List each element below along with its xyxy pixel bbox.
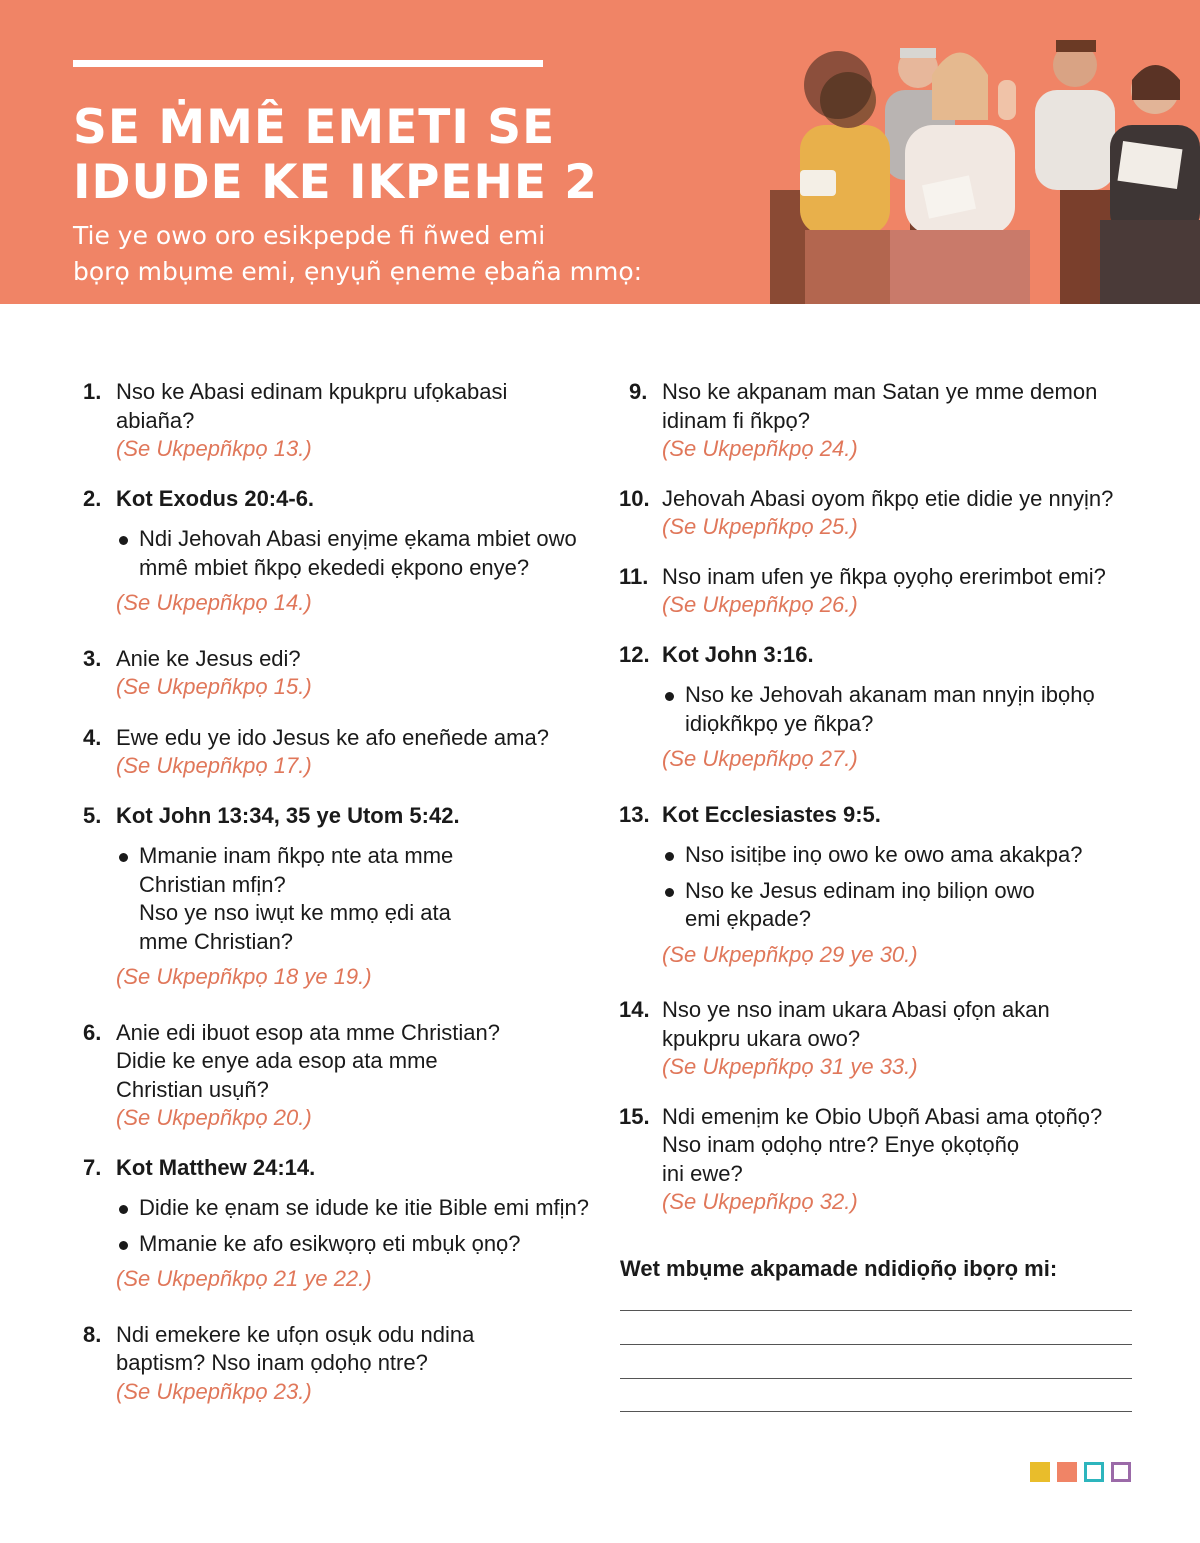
question-line: Kot Ecclesiastes 9:5. — [662, 801, 881, 827]
question-line: Ewe edu ye ido Jesus ke afo eneñede ama? — [116, 724, 549, 750]
notes-label: Wet mbụme akpamade ndidiọñọ ibọrọ mi: — [620, 1256, 1058, 1281]
question-text — [662, 563, 1149, 592]
question-line: Nso ke akpanam man Satan ye mme demon — [662, 379, 1098, 404]
bullet-line: emi ẹkpade? — [685, 906, 811, 931]
reference-text: (Se Ukpepñkpọ 15.) — [116, 674, 312, 699]
questions-column-left — [83, 378, 603, 1406]
reference-text: (Se Ukpepñkpọ 14.) — [116, 590, 312, 615]
orange-square-icon — [1057, 1462, 1077, 1482]
question-text — [116, 724, 603, 753]
question-line: Kot Exodus 20:4-6. — [116, 485, 315, 511]
teal-square-icon — [1084, 1462, 1104, 1482]
bullet-item — [662, 841, 1149, 870]
reference-text: (Se Ukpepñkpọ 31 ye 33.) — [662, 1054, 918, 1079]
reference-text: (Se Ukpepñkpọ 20.) — [116, 1105, 312, 1130]
writing-line[interactable] — [620, 1344, 1132, 1345]
writing-line[interactable] — [620, 1411, 1132, 1412]
question-text — [116, 1154, 603, 1183]
yellow-square-icon — [1030, 1462, 1050, 1482]
question-line: Kot Matthew 24:14. — [116, 1154, 316, 1180]
bullet-item — [116, 1230, 603, 1259]
question-line: Nso inam ufen ye ñkpa ọyọhọ ererimbot emi? — [662, 563, 1106, 589]
question-number: 14. — [619, 997, 650, 1022]
bullet-item — [662, 877, 1149, 934]
question-text — [116, 378, 603, 435]
question-text — [116, 1019, 603, 1105]
question-number: 1. — [83, 379, 102, 404]
question-line: Nso ye nso inam ukara Abasi ọfọn akan — [662, 997, 1050, 1022]
reference-text: (Se Ukpepñkpọ 17.) — [116, 753, 312, 778]
question-text — [116, 485, 603, 514]
bullet-list — [116, 1194, 603, 1258]
bullet-item — [116, 1194, 603, 1223]
questions-column-right — [619, 378, 1149, 1217]
question-text — [662, 801, 1149, 830]
bullet-item — [116, 525, 603, 582]
question-text — [116, 1321, 603, 1378]
reference-text: (Se Ukpepñkpọ 26.) — [662, 592, 858, 617]
question-number: 13. — [619, 801, 650, 827]
question-item — [619, 563, 1149, 620]
question-line: Nso inam ọdọhọ ntre? Enye ọkọtọñọ — [662, 1132, 1020, 1157]
question-text — [662, 641, 1149, 670]
reference-text: (Se Ukpepñkpọ 27.) — [662, 746, 858, 771]
question-line: Jehovah Abasi oyom ñkpọ etie didie ye nnyịn? — [662, 485, 1114, 511]
question-item — [83, 1154, 603, 1294]
question-item — [619, 1103, 1149, 1217]
bullet-line: Nso ye nso iwụt ke mmọ ẹdi ata — [139, 900, 451, 925]
question-number: 9. — [629, 379, 648, 404]
question-line: baptism? Nso inam ọdọhọ ntre? — [116, 1350, 428, 1375]
bullet-list — [116, 525, 603, 582]
question-number: 11. — [619, 563, 649, 589]
bullet-line: ṁmê mbiet ñkpọ ekededi ẹkpono enye? — [139, 554, 530, 580]
question-item — [619, 641, 1149, 774]
bullet-line: mme Christian? — [139, 928, 294, 954]
title-line: IDUDE KE IKPEHE 2 — [73, 155, 599, 210]
question-line: abiaña? — [116, 407, 195, 433]
question-item — [83, 1321, 603, 1407]
question-text — [662, 378, 1149, 435]
question-text — [662, 1103, 1149, 1189]
question-number: 7. — [83, 1154, 102, 1180]
question-line: Ndi emekere ke ufọn osụk odu ndina — [116, 1321, 475, 1347]
question-number: 8. — [83, 1321, 102, 1347]
question-number: 12. — [619, 641, 650, 667]
question-line: Christian usụñ? — [116, 1076, 269, 1102]
header-rule — [73, 60, 543, 67]
bullet-line: idiọkñkpọ ye ñkpa? — [685, 710, 874, 736]
question-item — [83, 378, 603, 464]
bullet-item — [662, 681, 1149, 738]
question-number: 4. — [83, 724, 102, 750]
bullet-line: Ndi Jehovah Abasi enyịme ẹkama mbiet owo — [139, 526, 577, 551]
question-line: Kot John 3:16. — [662, 641, 814, 667]
title-line: SE ṀMÊ EMETI SE — [73, 100, 556, 155]
question-item — [83, 802, 603, 992]
bullet-list — [662, 841, 1149, 934]
reference-text: (Se Ukpepñkpọ 21 ye 22.) — [116, 1266, 372, 1291]
question-text — [662, 996, 1149, 1053]
reference-text: (Se Ukpepñkpọ 29 ye 30.) — [662, 941, 918, 967]
question-number: 5. — [83, 802, 102, 828]
reference-text: (Se Ukpepñkpọ 18 ye 19.) — [116, 964, 372, 989]
question-text — [116, 645, 603, 674]
question-item — [619, 801, 1149, 970]
bullet-line: Didie ke ẹnam se idude ke itie Bible emi mfịn? — [139, 1195, 590, 1220]
reference-text: (Se Ukpepñkpọ 32.) — [662, 1189, 858, 1214]
reference-text: (Se Ukpepñkpọ 23.) — [116, 1378, 312, 1404]
question-line: kpukpru ukara owo? — [662, 1025, 861, 1051]
audience-illustration — [760, 30, 1200, 304]
question-number: 10. — [619, 485, 650, 511]
question-item — [83, 1019, 603, 1133]
question-number: 3. — [83, 645, 102, 671]
question-text — [116, 802, 603, 831]
header-banner — [0, 0, 1200, 304]
question-number: 6. — [83, 1019, 102, 1045]
question-item — [619, 485, 1149, 542]
reference-text: (Se Ukpepñkpọ 25.) — [662, 514, 858, 539]
question-line: idinam fi ñkpọ? — [662, 407, 810, 433]
question-line: ini ewe? — [662, 1160, 743, 1186]
writing-line[interactable] — [620, 1378, 1132, 1379]
bullet-line: Christian mfịn? — [139, 871, 286, 897]
page-title — [73, 100, 693, 210]
question-number: 15. — [619, 1103, 650, 1129]
question-number: 2. — [83, 485, 102, 511]
bullet-line: Mmanie inam ñkpọ nte ata mme — [139, 843, 454, 868]
subtitle-line: Tie ye owo oro esikpepde fi ñwed emi — [73, 221, 546, 250]
bullet-list — [662, 681, 1149, 738]
bullet-list — [116, 842, 603, 956]
subtitle-line: bọrọ mbụme emi, ẹnyụñ ẹneme ẹbaña mmọ: — [73, 257, 643, 286]
question-line: Anie edi ibuot esop ata mme Christian? — [116, 1019, 500, 1045]
question-item — [619, 378, 1149, 464]
bullet-line: Nso ke Jesus edinam inọ biliọn owo — [685, 877, 1035, 903]
question-item — [83, 724, 603, 781]
purple-square-icon — [1111, 1462, 1131, 1482]
bullet-line: Mmanie ke afo esikwọrọ eti mbụk ọnọ? — [139, 1230, 521, 1256]
question-line: Ndi emenịm ke Obio Ubọñ Abasi ama ọtọñọ? — [662, 1103, 1103, 1129]
page-subtitle — [73, 218, 713, 290]
bullet-line: Nso isitịbe inọ owo ke owo ama akakpa? — [685, 842, 1083, 867]
reference-text: (Se Ukpepñkpọ 24.) — [662, 436, 858, 461]
bullet-line: Nso ke Jehovah akanam man nnyịn ibọhọ — [685, 682, 1095, 707]
question-text — [662, 485, 1149, 514]
writing-line[interactable] — [620, 1310, 1132, 1311]
question-item — [83, 485, 603, 618]
bullet-item — [116, 842, 603, 956]
question-line: Nso ke Abasi edinam kpukpru ufọkabasi — [116, 379, 508, 404]
question-item — [619, 996, 1149, 1082]
question-line: Kot John 13:34, 35 ye Utom 5:42. — [116, 802, 460, 828]
question-item — [83, 645, 603, 702]
question-line: Didie ke enye ada esop ata mme — [116, 1048, 438, 1073]
reference-text: (Se Ukpepñkpọ 13.) — [116, 436, 312, 461]
question-line: Anie ke Jesus edi? — [116, 645, 301, 671]
